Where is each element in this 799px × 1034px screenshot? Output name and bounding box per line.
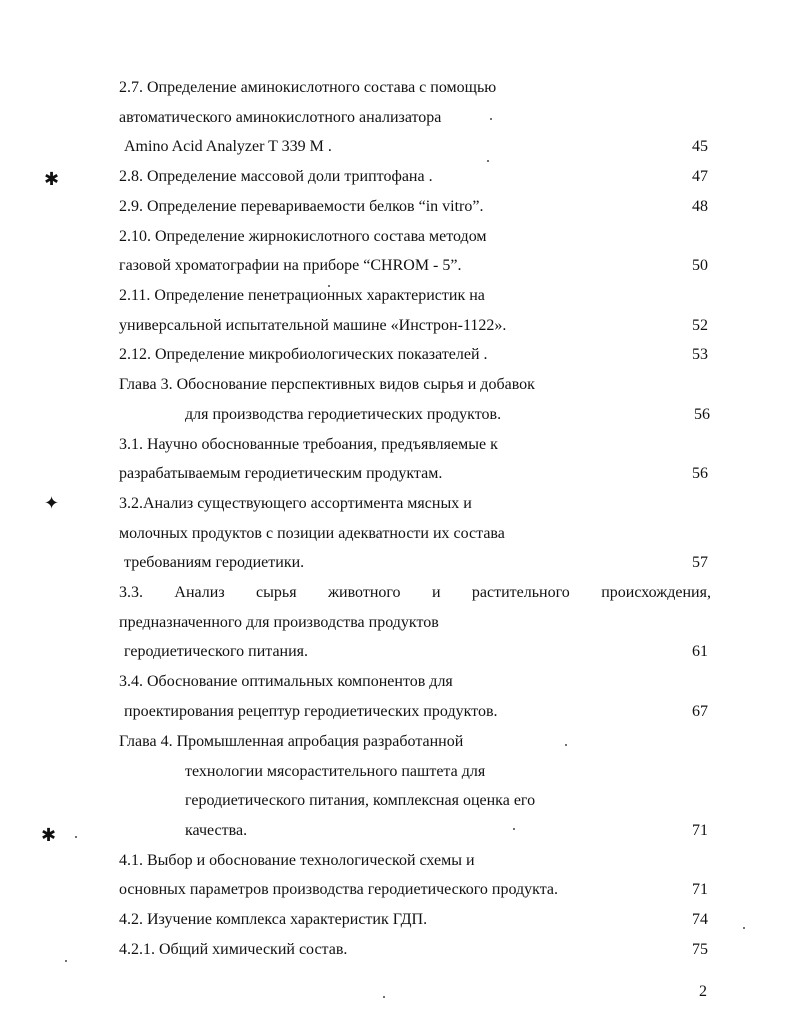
toc-line: разрабатываемым геродиетическим продуктам. bbox=[119, 465, 443, 482]
toc-line: 2.9. Определение перевариваемости белков “in vitro”. bbox=[119, 198, 484, 215]
toc-line: автоматического аминокислотного анализатора bbox=[119, 109, 442, 126]
toc-line: основных параметров производства геродиетического продукта. bbox=[119, 881, 558, 898]
toc-page-number: 71 bbox=[692, 822, 708, 839]
toc-page-number: 45 bbox=[692, 138, 708, 155]
scan-dot bbox=[383, 996, 385, 998]
toc-page-number: 75 bbox=[692, 941, 708, 958]
toc-page-number: 56 bbox=[694, 406, 710, 423]
toc-line: проектирования рецептур геродиетических продуктов. bbox=[124, 703, 498, 720]
toc-line: 3.1. Научно обоснованные требоания, предъявляемые к bbox=[119, 436, 498, 453]
toc-page-number: 57 bbox=[692, 554, 708, 571]
toc-line: 4.1. Выбор и обоснование технологической схемы и bbox=[119, 852, 475, 869]
word: Анализ bbox=[174, 584, 225, 601]
toc-line: качества. bbox=[185, 822, 248, 839]
toc-line: требованиям геродиетики. bbox=[124, 554, 305, 571]
toc-line: 4.2.1. Общий химический состав. bbox=[119, 941, 348, 958]
toc-line-justified bbox=[119, 583, 711, 603]
toc-line: 2.11. Определение пенетрационных характеристик на bbox=[119, 287, 485, 304]
toc-line: для производства геродиетических продуктов. bbox=[185, 406, 502, 423]
toc-page-number: 47 bbox=[692, 168, 708, 185]
scan-dot bbox=[75, 836, 77, 838]
toc-line: 4.2. Изучение комплекса характеристик ГДП. bbox=[119, 911, 428, 928]
toc-page-number: 61 bbox=[692, 643, 708, 660]
word: и bbox=[431, 584, 441, 601]
toc-line: 2.10. Определение жирнокислотного состава методом bbox=[119, 228, 487, 245]
toc-line: геродиетического питания. bbox=[124, 643, 309, 660]
scan-dot bbox=[490, 118, 492, 120]
toc-page-number: 67 bbox=[692, 703, 708, 720]
margin-mark-icon: ✱ bbox=[41, 825, 57, 845]
toc-line: 2.8. Определение массовой доли триптофана . bbox=[119, 168, 433, 185]
toc-page-number: 71 bbox=[692, 881, 708, 898]
scan-dot bbox=[65, 960, 67, 962]
toc-line: молочных продуктов с позиции адекватности их состава bbox=[119, 525, 505, 542]
scan-dot bbox=[513, 828, 515, 830]
toc-page-number: 48 bbox=[692, 198, 708, 215]
word: 3.3. bbox=[119, 584, 143, 601]
scan-dot bbox=[565, 744, 567, 746]
toc-line: 2.12. Определение микробиологических показателей . bbox=[119, 346, 488, 363]
toc-page-number: 53 bbox=[692, 346, 708, 363]
toc-chapter-heading: Глава 3. Обоснование перспективных видов сырья и добавок bbox=[119, 376, 535, 393]
toc-line: 2.7. Определение аминокислотного состава с помощью bbox=[119, 79, 497, 96]
toc-page-number: 52 bbox=[692, 317, 708, 334]
scan-dot bbox=[487, 160, 489, 162]
word: сырья bbox=[256, 584, 297, 601]
toc-line: предназначенного для производства продуктов bbox=[119, 614, 439, 631]
toc-page-number: 74 bbox=[692, 911, 708, 928]
word: происхождения, bbox=[601, 584, 711, 601]
toc-line: газовой хроматографии на приборе “CHROM - 5”. bbox=[119, 257, 462, 274]
word: растительного bbox=[471, 584, 570, 601]
page-number: 2 bbox=[699, 983, 707, 1000]
toc-line: Amino Acid Analyzer T 339 M . bbox=[124, 138, 332, 155]
toc-chapter-heading: Глава 4. Промышленная апробация разработанной bbox=[119, 733, 464, 750]
margin-mark-icon: ✱ bbox=[44, 169, 60, 189]
toc-line: 3.2.Анализ существующего ассортимента мясных и bbox=[119, 495, 472, 512]
toc-line: технологии мясорастительного паштета для bbox=[185, 763, 486, 780]
toc-line: 3.4. Обоснование оптимальных компонентов для bbox=[119, 673, 453, 690]
scan-dot bbox=[743, 927, 745, 929]
margin-mark-icon: ✦ bbox=[44, 493, 60, 513]
toc-line: геродиетического питания, комплексная оценка его bbox=[185, 792, 536, 809]
word: животного bbox=[327, 584, 401, 601]
toc-line: универсальной испытательной машине «Инстрон-1122». bbox=[119, 317, 507, 334]
toc-page-number: 50 bbox=[692, 257, 708, 274]
toc-page-number: 56 bbox=[692, 465, 708, 482]
